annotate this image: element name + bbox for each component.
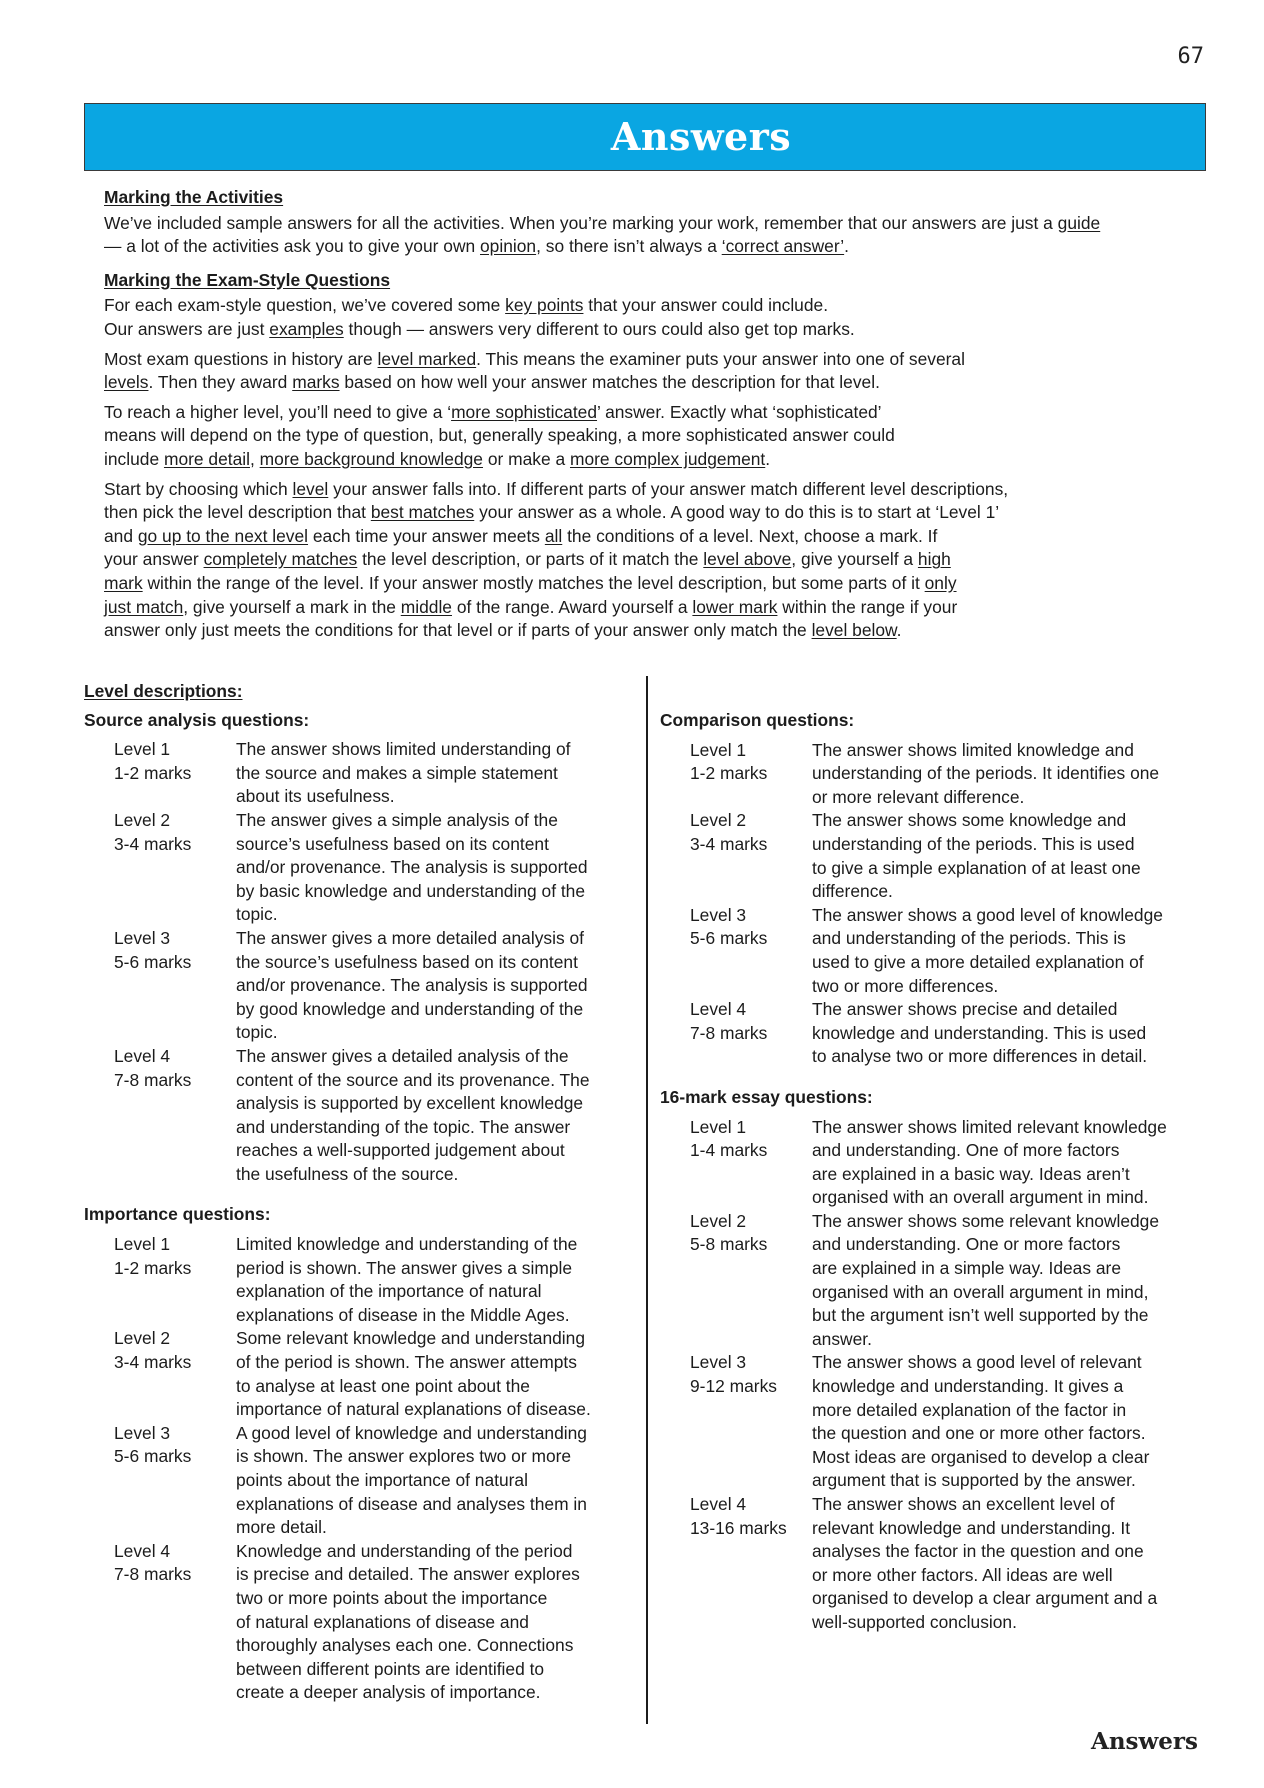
level-marks: 1-2 marks [690, 763, 768, 784]
question-type-heading: 16-mark essay questions: [660, 1086, 873, 1107]
emphasis-text: level above [703, 549, 792, 570]
level-description: The answer shows some knowledge and understanding of the periods. This is used to give a simple explanation of at least one difference. [812, 810, 1141, 902]
exam-paragraph [104, 294, 1104, 341]
level-number: Level 3 [690, 904, 747, 925]
body-text: To reach a higher level, you’ll need to give a ‘ [104, 401, 452, 422]
body-text: within the range of the level. If your answer mostly matches the level description, but some parts of it [142, 572, 925, 593]
body-text: within the range if your answer only just meets the conditions for that level or if parts of your answer only match the [104, 596, 958, 641]
level-row [660, 1351, 1220, 1493]
level-row [660, 1210, 1220, 1352]
body-text: . [896, 620, 902, 641]
intro-section [104, 186, 1104, 649]
body-text: each time your answer meets [308, 525, 545, 546]
title-banner [84, 103, 1206, 171]
level-number: Level 3 [690, 1352, 747, 1373]
level-marks: 5-6 marks [690, 928, 768, 949]
emphasis-text: level [292, 478, 329, 499]
right-column [660, 680, 1220, 1635]
page-number: 67 [1177, 44, 1204, 69]
emphasis-text: only just match [104, 572, 957, 617]
body-text: ’ answer. Exactly what ‘sophisticated’ means will depend on the type of question, but, generally speaking, a more sophisticated answer could include [104, 401, 895, 469]
exam-paragraph [104, 401, 1104, 472]
level-row [84, 1422, 639, 1540]
level-label [84, 738, 236, 809]
level-descriptions-heading-text: Level descriptions [84, 681, 237, 701]
level-description: The answer shows precise and detailed knowledge and understanding. This is used to analyse two or more differences in detail. [812, 999, 1148, 1067]
level-label [660, 739, 812, 810]
level-label [660, 998, 812, 1069]
emphasis-text: high mark [104, 549, 951, 593]
level-description: Knowledge and understanding of the period is precise and detailed. The answer explores two or more points about the importance of natural explanations of disease and thoroughly analyses each one. Connections between different points are identified to create a deeper analysis of importance. [236, 1540, 580, 1703]
level-row [84, 1045, 639, 1187]
level-number: Level 3 [114, 927, 171, 948]
question-type-heading: Source analysis questions: [84, 709, 310, 730]
level-label [660, 1493, 812, 1635]
body-text: , so there isn’t always a [536, 236, 722, 257]
level-description: The answer shows limited understanding of the source and makes a simple statement about its usefulness. [236, 739, 571, 807]
emphasis-text: more complex judgement [569, 448, 766, 469]
body-text: , give yourself a mark in the [183, 596, 401, 617]
level-label [660, 1351, 812, 1493]
level-description: The answer gives a simple analysis of the source’s usefulness based on its content and/or provenance. The analysis is supported by basic knowledge and understanding of the topic. [236, 809, 588, 925]
level-description: The answer shows a good level of knowledge and understanding of the periods. This is used to give a more detailed explanation of two or more differences. [812, 904, 1163, 996]
level-marks: 9-12 marks [690, 1376, 777, 1397]
level-description: The answer shows limited relevant knowledge and understanding. One of more factors are explained in a basic way. Ideas aren’t organised with an overall argument in mind. [812, 1116, 1167, 1208]
body-text: . [765, 448, 771, 469]
emphasis-text: more background knowledge [259, 448, 483, 469]
emphasis-text: guide [1057, 212, 1101, 233]
body-text: your answer falls into. If different parts of your answer match different level descriptions, then pick the level description that [104, 478, 1009, 523]
body-text: Start by choosing which [104, 478, 293, 499]
emphasis-text: lower mark [692, 596, 778, 617]
level-description: Some relevant knowledge and understanding of the period is shown. The answer attempts to analyse at least one point about the importance of natural explanations of disease. [236, 1328, 591, 1420]
level-label [84, 927, 236, 1045]
level-marks: 3-4 marks [114, 1352, 192, 1373]
level-number: Level 2 [690, 1210, 747, 1231]
level-marks: 7-8 marks [114, 1564, 192, 1585]
question-sections [84, 709, 639, 1705]
marking-exam-heading: Marking the Exam-Style Questions [104, 269, 391, 290]
level-label [84, 1422, 236, 1540]
level-number: Level 3 [114, 1422, 171, 1443]
exam-paragraph [104, 478, 1104, 643]
emphasis-text: completely matches [203, 549, 358, 570]
footer-label: Answers [1090, 1728, 1198, 1755]
level-marks: 1-4 marks [690, 1140, 768, 1161]
body-text: the level description, or parts of it match the [357, 549, 704, 570]
body-text: . Then they award [148, 372, 293, 393]
level-row [84, 1327, 639, 1421]
level-marks: 1-2 marks [114, 762, 192, 783]
question-type-heading: Comparison questions: [660, 710, 855, 730]
emphasis-text: middle [400, 596, 452, 617]
emphasis-text: level marked [377, 348, 477, 369]
level-row [660, 739, 1220, 810]
level-row [84, 1540, 639, 1705]
body-text: or make a [482, 448, 570, 469]
body-text: your answer as a whole. A good way to do this is to start at ‘Level 1’ and [104, 502, 1000, 546]
marking-activities-heading: Marking the Activities [104, 187, 284, 207]
level-number: Level 4 [114, 1045, 171, 1066]
level-descriptions-heading [84, 680, 639, 704]
page-title: Answers [610, 114, 792, 159]
emphasis-text: level below [811, 620, 897, 641]
emphasis-text: best matches [370, 502, 475, 523]
level-label [660, 809, 812, 903]
level-description: The answer shows limited knowledge and understanding of the periods. It identifies one or more relevant difference. [812, 739, 1160, 807]
level-row [660, 1116, 1220, 1210]
level-number: Level 1 [114, 1234, 171, 1255]
level-description: A good level of knowledge and understanding is shown. The answer explores two or more points about the importance of natural explanations of disease and analyses them in more detail. [236, 1422, 587, 1538]
level-number: Level 1 [690, 739, 747, 760]
level-label [660, 904, 812, 998]
emphasis-text: levels [104, 372, 149, 393]
section-gap [84, 1186, 639, 1203]
body-text: , give yourself a [791, 549, 918, 570]
level-label [84, 1045, 236, 1187]
body-text: , [249, 448, 260, 469]
level-number: Level 4 [690, 1494, 747, 1514]
activities-paragraph [104, 212, 1104, 259]
level-marks: 1-2 marks [114, 1257, 192, 1278]
level-marks: 13-16 marks [690, 1517, 787, 1538]
level-marks: 5-6 marks [114, 951, 192, 972]
emphasis-text: go up to the next level [137, 525, 309, 546]
body-text: of the range. Award yourself a [451, 596, 693, 617]
level-label [84, 1327, 236, 1421]
level-description: Limited knowledge and understanding of the period is shown. The answer gives a simple explanation of the importance of natural explanations of disease in the Middle Ages. [236, 1234, 578, 1325]
left-column [84, 680, 639, 1705]
column-divider [646, 676, 648, 1724]
level-number: Level 4 [114, 1540, 171, 1561]
level-row [660, 809, 1220, 903]
level-number: Level 4 [690, 999, 747, 1020]
body-text: based on how well your answer matches the description for that level. [339, 372, 880, 393]
level-number: Level 1 [690, 1116, 747, 1137]
emphasis-text: more detail [163, 448, 250, 469]
question-type-heading: Importance questions: [84, 1204, 271, 1225]
level-number: Level 2 [114, 1328, 171, 1349]
body-text: that your answer could include. Our answers are just [104, 295, 829, 339]
emphasis-text: ‘correct answer’ [721, 236, 845, 257]
level-label [84, 809, 236, 927]
question-sections [660, 709, 1220, 1635]
level-number: Level 2 [114, 809, 171, 830]
level-row [660, 904, 1220, 998]
body-text: . [844, 236, 849, 257]
emphasis-text: marks [292, 372, 340, 393]
body-text: — a lot of the activities ask you to give your own [104, 236, 481, 257]
level-marks: 7-8 marks [690, 1022, 768, 1043]
level-row [84, 1233, 639, 1327]
level-descriptions-heading-colon: : [236, 681, 243, 701]
emphasis-text: opinion [480, 236, 537, 257]
level-marks: 5-8 marks [690, 1234, 768, 1255]
level-row [84, 809, 639, 927]
emphasis-text: key points [505, 295, 584, 316]
level-row [660, 998, 1220, 1069]
body-text: Most exam questions in history are [104, 348, 378, 369]
level-marks: 5-6 marks [114, 1446, 192, 1467]
body-text: the conditions of a level. Next, choose a mark. If your answer [104, 525, 938, 570]
emphasis-text: more sophisticated [451, 401, 598, 422]
level-description: The answer gives a detailed analysis of the content of the source and its provenance. The analysis is supported by excellent knowledge and understanding of the topic. The answer reaches a well-supported judgement about the usefulness of the source. [236, 1045, 590, 1184]
level-description: The answer shows a good level of relevant knowledge and understanding. It gives a more detailed explanation of the factor in the question and one or more other factors. Most ideas are organised to develop a clear argument that is supported by the answer. [812, 1352, 1150, 1491]
body-text: For each exam-style question, we’ve covered some [104, 295, 506, 316]
level-row [84, 927, 639, 1045]
level-marks: 3-4 marks [114, 833, 192, 854]
body-text: We’ve included sample answers for all the activities. When you’re marking your work, remember that our answers are just a [104, 212, 1058, 233]
level-label [660, 1116, 812, 1210]
level-number: Level 1 [114, 739, 171, 760]
level-marks: 7-8 marks [114, 1069, 192, 1090]
level-marks: 3-4 marks [690, 833, 768, 854]
level-label [84, 1540, 236, 1705]
level-description: The answer shows some relevant knowledge and understanding. One or more factors are explained in a simple way. Ideas are organised with an overall argument in mind, but the argument isn’t well supported by the answer. [812, 1210, 1160, 1349]
section-gap [660, 1069, 1220, 1086]
level-description: The answer shows an excellent level of relevant knowledge and understanding. It analyses the factor in the question and one or more other factors. All ideas are well organised to develop a clear argument and a well-supported conclusion. [812, 1494, 1158, 1632]
level-label [660, 1210, 812, 1352]
emphasis-text: examples [269, 318, 344, 339]
level-row [84, 738, 639, 809]
level-description: The answer gives a more detailed analysis of the source’s usefulness based on its content and/or provenance. The analysis is supported by good knowledge and understanding of the topic. [236, 927, 588, 1043]
body-text: though — answers very different to ours could also get top marks. [343, 318, 855, 339]
exam-paragraph [104, 348, 1104, 395]
level-label [84, 1233, 236, 1327]
emphasis-text: all [544, 525, 563, 546]
level-number: Level 2 [690, 810, 747, 831]
body-text: . This means the examiner puts your answer into one of several [476, 348, 965, 369]
level-row [660, 1493, 1220, 1635]
